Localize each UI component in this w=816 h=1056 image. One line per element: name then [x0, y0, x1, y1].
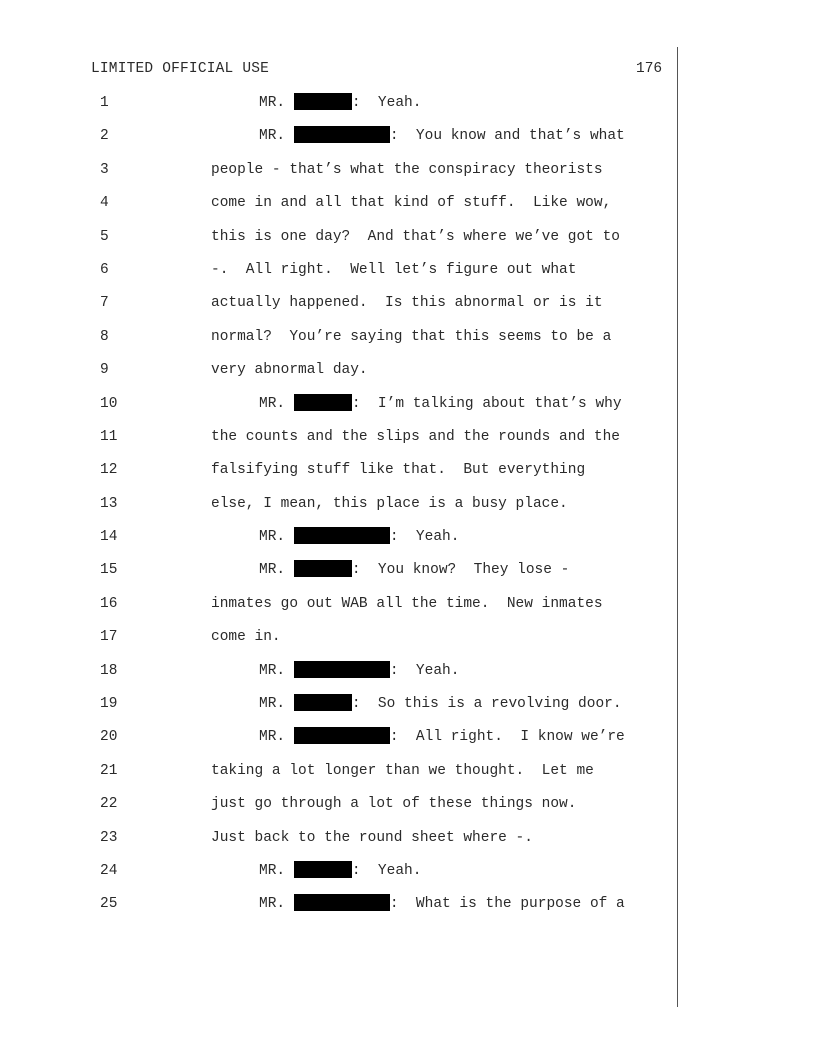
speaker-title: MR. [259, 896, 286, 913]
line-number: 25 [100, 896, 118, 913]
transcript-line [0, 594, 680, 627]
speaker-line [259, 527, 459, 547]
speaker-title: MR. [259, 562, 286, 579]
transcript-line [0, 761, 680, 794]
line-number: 13 [100, 495, 118, 512]
speaker-line [259, 93, 421, 113]
transcript-line [0, 861, 680, 894]
speaker-title: MR. [259, 729, 286, 746]
transcript-line [0, 627, 680, 660]
line-text: come in. [211, 629, 281, 646]
speaker-line [259, 560, 569, 580]
transcript-line [0, 394, 680, 427]
line-number: 19 [100, 696, 118, 713]
line-text: actually happened. Is this abnormal or is it [211, 295, 603, 312]
speaker-line [259, 394, 622, 414]
transcript-line [0, 427, 680, 460]
speech-text: : Yeah. [389, 529, 460, 546]
line-number: 14 [100, 529, 118, 546]
transcript-line [0, 193, 680, 226]
line-number: 16 [100, 595, 118, 612]
line-number: 12 [100, 462, 118, 479]
speaker-title: MR. [259, 128, 286, 145]
speaker-title: MR. [259, 395, 286, 412]
speech-text: : So this is a revolving door. [351, 696, 622, 713]
speaker-line [259, 126, 625, 146]
line-number: 18 [100, 662, 118, 679]
speech-text: : Yeah. [351, 95, 422, 111]
transcript-line [0, 661, 680, 694]
speaker-line [259, 894, 625, 914]
transcript-line [0, 560, 680, 593]
speaker-line [259, 661, 459, 681]
transcript-line [0, 293, 680, 326]
line-number: 10 [100, 395, 118, 412]
speech-text: : You know? They lose - [351, 562, 570, 579]
transcript-line [0, 360, 680, 393]
redaction-box [294, 727, 390, 744]
line-text: people - that’s what the conspiracy theorists [211, 161, 603, 178]
line-number: 1 [100, 95, 109, 111]
transcript-line [0, 894, 680, 927]
redaction-box [294, 394, 352, 411]
redaction-box [294, 894, 390, 911]
redaction-box [294, 527, 390, 544]
transcript-line [0, 727, 680, 760]
line-text: Just back to the round sheet where -. [211, 829, 533, 846]
line-number: 6 [100, 261, 109, 278]
line-text: very abnormal day. [211, 362, 368, 379]
speaker-title: MR. [259, 529, 286, 546]
redaction-box [294, 93, 352, 110]
speech-text: : All right. I know we’re [389, 729, 625, 746]
line-number: 2 [100, 128, 109, 145]
redaction-box [294, 694, 352, 711]
classification-header: LIMITED OFFICIAL USE [91, 61, 270, 77]
speaker-line [259, 694, 622, 714]
speaker-title: MR. [259, 862, 286, 879]
line-number: 22 [100, 796, 118, 813]
speaker-title: MR. [259, 662, 286, 679]
line-text: inmates go out WAB all the time. New inmates [211, 595, 603, 612]
transcript-line [0, 460, 680, 493]
transcript-line [0, 494, 680, 527]
redaction-box [294, 861, 352, 878]
line-text: taking a lot longer than we thought. Let me [211, 762, 594, 779]
speaker-line [259, 727, 625, 747]
line-text: else, I mean, this place is a busy place. [211, 495, 568, 512]
line-text: come in and all that kind of stuff. Like wow, [211, 195, 612, 212]
page-number: 176 [636, 61, 663, 77]
speech-text: : What is the purpose of a [389, 896, 625, 913]
line-number: 5 [100, 228, 109, 245]
speaker-title: MR. [259, 696, 286, 713]
transcript-line [0, 160, 680, 193]
line-number: 4 [100, 195, 109, 212]
line-number: 21 [100, 762, 118, 779]
line-number: 8 [100, 328, 109, 345]
line-text: -. All right. Well let’s figure out what [211, 261, 577, 278]
line-number: 15 [100, 562, 118, 579]
speaker-line [259, 861, 421, 881]
speaker-title: MR. [259, 95, 286, 111]
line-number: 24 [100, 862, 118, 879]
transcript-line [0, 694, 680, 727]
line-text: falsifying stuff like that. But everything [211, 462, 586, 479]
line-number: 3 [100, 161, 109, 178]
transcript-line [0, 327, 680, 360]
redaction-box [294, 560, 352, 577]
transcript-line [0, 227, 680, 260]
line-number: 11 [100, 428, 118, 445]
line-text: this is one day? And that’s where we’ve got to [211, 228, 620, 245]
line-number: 7 [100, 295, 109, 312]
transcript-line [0, 794, 680, 827]
redaction-box [294, 661, 390, 678]
speech-text: : I’m talking about that’s why [351, 395, 622, 412]
line-number: 17 [100, 629, 118, 646]
transcript-line [0, 93, 680, 126]
transcript-line [0, 260, 680, 293]
transcript-line [0, 126, 680, 159]
transcript-line [0, 828, 680, 861]
speech-text: : You know and that’s what [389, 128, 625, 145]
transcript-line [0, 527, 680, 560]
speech-text: : Yeah. [351, 862, 422, 879]
line-text: normal? You’re saying that this seems to be a [211, 328, 612, 345]
line-number: 20 [100, 729, 118, 746]
speech-text: : Yeah. [389, 662, 460, 679]
line-number: 23 [100, 829, 118, 846]
line-number: 9 [100, 362, 109, 379]
line-text: just go through a lot of these things now. [211, 796, 577, 813]
transcript-body [0, 93, 680, 928]
line-text: the counts and the slips and the rounds and the [211, 428, 620, 445]
redaction-box [294, 126, 390, 143]
